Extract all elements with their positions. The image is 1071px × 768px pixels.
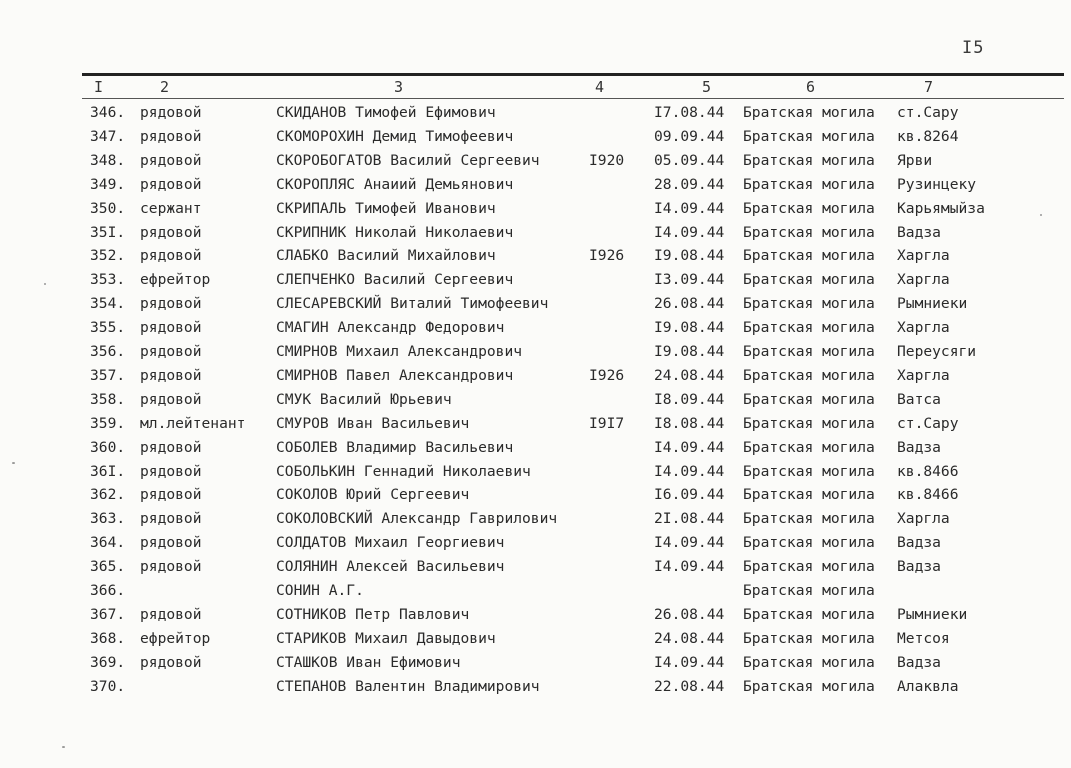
row-rank: рядовой [140,319,202,336]
table-row [0,439,1071,461]
row-burial-type: Братская могила [743,486,875,503]
row-name: СОЛЯНИН Алексей Васильевич [276,558,505,575]
row-burial-place: Харгла [897,247,950,264]
row-burial-place: кв.8264 [897,128,959,145]
row-number: 356. [90,343,126,360]
row-burial-type: Братская могила [743,224,875,241]
row-rank: ефрейтор [140,271,211,288]
row-burial-type: Братская могила [743,654,875,671]
row-death-date: I4.09.44 [654,224,725,241]
row-burial-type: Братская могила [743,128,875,145]
header-col-1: I [94,78,104,96]
row-name: СОБОЛЕВ Владимир Васильевич [276,439,514,456]
row-burial-type: Братская могила [743,510,875,527]
row-birth-year: I920 [589,152,625,169]
row-death-date: I9.08.44 [654,247,725,264]
row-burial-place: Рымниеки [897,606,968,623]
row-number: 366. [90,582,126,599]
row-death-date: 09.09.44 [654,128,725,145]
row-burial-type: Братская могила [743,582,875,599]
table-row [0,391,1071,413]
table-row [0,271,1071,293]
row-birth-year: I926 [589,367,625,384]
row-burial-place: ст.Сару [897,415,959,432]
row-burial-type: Братская могила [743,271,875,288]
row-rank: рядовой [140,391,202,408]
row-death-date: I4.09.44 [654,654,725,671]
row-rank: рядовой [140,606,202,623]
row-rank: рядовой [140,247,202,264]
row-burial-type: Братская могила [743,200,875,217]
header-col-4: 4 [595,78,605,96]
row-death-date: I4.09.44 [654,463,725,480]
row-death-date: I9.08.44 [654,343,725,360]
row-name: СКОМОРОХИН Демид Тимофеевич [276,128,514,145]
row-burial-type: Братская могила [743,319,875,336]
row-burial-type: Братская могила [743,391,875,408]
row-number: 352. [90,247,126,264]
row-birth-year: I9I7 [589,415,625,432]
row-name: СМУРОВ Иван Васильевич [276,415,470,432]
paper-speck [12,462,15,464]
table-row [0,128,1071,150]
table-row [0,200,1071,222]
table-row [0,319,1071,341]
row-name: СОКОЛОВСКИЙ Александр Гаврилович [276,510,558,527]
row-number: 363. [90,510,126,527]
row-burial-place: Рузинцеку [897,176,977,193]
row-death-date: 28.09.44 [654,176,725,193]
row-name: СОНИН А.Г. [276,582,364,599]
table-row [0,654,1071,676]
row-number: 370. [90,678,126,695]
row-name: СКРИПАЛЬ Тимофей Иванович [276,200,496,217]
row-name: СОЛДАТОВ Михаил Георгиевич [276,534,505,551]
paper-speck [62,746,65,748]
row-death-date: I4.09.44 [654,439,725,456]
table-row [0,295,1071,317]
row-name: СТАШКОВ Иван Ефимович [276,654,461,671]
row-number: 364. [90,534,126,551]
row-rank: рядовой [140,439,202,456]
row-name: СЛЕПЧЕНКО Василий Сергеевич [276,271,514,288]
row-death-date: 24.08.44 [654,630,725,647]
row-name: СЛАБКО Василий Михайлович [276,247,496,264]
paper-speck [44,283,46,285]
row-rank: рядовой [140,367,202,384]
table-row [0,343,1071,365]
row-number: 362. [90,486,126,503]
table-header [0,76,1071,98]
row-name: СОБОЛЬКИН Геннадий Николаевич [276,463,531,480]
table-row [0,104,1071,126]
row-name: СТЕПАНОВ Валентин Владимирович [276,678,540,695]
table-row [0,415,1071,437]
row-rank: рядовой [140,343,202,360]
row-burial-type: Братская могила [743,630,875,647]
row-rank: рядовой [140,534,202,551]
row-burial-type: Братская могила [743,152,875,169]
row-birth-year: I926 [589,247,625,264]
row-rank: рядовой [140,104,202,121]
table-row [0,224,1071,246]
row-rank: рядовой [140,654,202,671]
row-death-date: I4.09.44 [654,200,725,217]
row-burial-place: Харгла [897,510,950,527]
row-rank: мл.лейтенант [140,415,246,432]
row-name: СТАРИКОВ Михаил Давыдович [276,630,496,647]
row-rank: рядовой [140,463,202,480]
row-burial-place: Харгла [897,319,950,336]
header-col-3: 3 [394,78,404,96]
row-name: СОКОЛОВ Юрий Сергеевич [276,486,470,503]
row-burial-type: Братская могила [743,295,875,312]
table-row [0,176,1071,198]
row-number: 368. [90,630,126,647]
row-death-date: I8.08.44 [654,415,725,432]
row-burial-place: Вадза [897,654,941,671]
header-col-6: 6 [806,78,816,96]
row-number: 353. [90,271,126,288]
row-number: 369. [90,654,126,671]
header-col-7: 7 [924,78,934,96]
row-burial-type: Братская могила [743,104,875,121]
header-bottom-rule [82,98,1064,99]
row-burial-place: Вадза [897,558,941,575]
table-row [0,606,1071,628]
row-burial-place: Рымниеки [897,295,968,312]
row-death-date: 26.08.44 [654,295,725,312]
row-death-date: 24.08.44 [654,367,725,384]
row-burial-place: Переусяги [897,343,977,360]
row-burial-type: Братская могила [743,439,875,456]
row-burial-type: Братская могила [743,558,875,575]
row-rank: рядовой [140,486,202,503]
row-number: 357. [90,367,126,384]
row-burial-place: Вадза [897,224,941,241]
row-burial-type: Братская могила [743,463,875,480]
row-number: 359. [90,415,126,432]
row-death-date: 2I.08.44 [654,510,725,527]
table-row [0,630,1071,652]
row-burial-place: Харгла [897,367,950,384]
row-burial-place: Вадза [897,534,941,551]
row-death-date: I3.09.44 [654,271,725,288]
row-name: СКОРОБОГАТОВ Василий Сергеевич [276,152,540,169]
table-row [0,463,1071,485]
row-burial-place: Ярви [897,152,933,169]
row-number: 36I. [90,463,126,480]
row-death-date: 22.08.44 [654,678,725,695]
row-rank: рядовой [140,128,202,145]
row-rank: рядовой [140,510,202,527]
row-burial-type: Братская могила [743,534,875,551]
row-number: 358. [90,391,126,408]
table-row [0,558,1071,580]
row-death-date: 26.08.44 [654,606,725,623]
table-row [0,678,1071,700]
row-number: 347. [90,128,126,145]
row-rank: рядовой [140,224,202,241]
row-rank: ефрейтор [140,630,211,647]
row-rank: рядовой [140,152,202,169]
table-row [0,582,1071,604]
row-number: 355. [90,319,126,336]
row-burial-type: Братская могила [743,678,875,695]
table-row [0,510,1071,532]
row-burial-place: Вадза [897,439,941,456]
row-number: 360. [90,439,126,456]
row-number: 346. [90,104,126,121]
row-name: СМУК Василий Юрьевич [276,391,452,408]
row-number: 354. [90,295,126,312]
row-name: СЛЕСАРЕВСКИЙ Виталий Тимофеевич [276,295,549,312]
row-burial-place: кв.8466 [897,463,959,480]
table-row [0,152,1071,174]
row-name: СМИРНОВ Павел Александрович [276,367,514,384]
row-death-date: I4.09.44 [654,558,725,575]
row-number: 365. [90,558,126,575]
row-death-date: I7.08.44 [654,104,725,121]
table-row [0,247,1071,269]
row-number: 348. [90,152,126,169]
row-burial-type: Братская могила [743,415,875,432]
row-burial-place: кв.8466 [897,486,959,503]
row-rank: рядовой [140,295,202,312]
row-number: 349. [90,176,126,193]
row-burial-place: ст.Сару [897,104,959,121]
row-burial-type: Братская могила [743,606,875,623]
row-burial-place: Алаквла [897,678,959,695]
row-burial-place: Ватса [897,391,941,408]
row-number: 367. [90,606,126,623]
row-burial-type: Братская могила [743,247,875,264]
row-death-date: 05.09.44 [654,152,725,169]
header-col-2: 2 [160,78,170,96]
row-burial-type: Братская могила [743,343,875,360]
row-number: 350. [90,200,126,217]
paper-speck [1040,214,1042,216]
row-number: 35I. [90,224,126,241]
row-burial-place: Метсоя [897,630,950,647]
row-burial-place: Харгла [897,271,950,288]
page-number: I5 [962,38,985,58]
row-name: СМИРНОВ Михаил Александрович [276,343,523,360]
row-death-date: I9.08.44 [654,319,725,336]
table-row [0,534,1071,556]
row-name: СМАГИН Александр Федорович [276,319,505,336]
row-name: СКОРОПЛЯС Анаиий Демьянович [276,176,514,193]
header-col-5: 5 [702,78,712,96]
row-death-date: I4.09.44 [654,534,725,551]
row-rank: рядовой [140,176,202,193]
table-row [0,367,1071,389]
row-rank: сержант [140,200,202,217]
row-name: СОТНИКОВ Петр Павлович [276,606,470,623]
row-rank: рядовой [140,558,202,575]
row-burial-place: Карьямыйза [897,200,985,217]
table-row [0,486,1071,508]
row-death-date: I8.09.44 [654,391,725,408]
row-burial-type: Братская могила [743,176,875,193]
row-burial-type: Братская могила [743,367,875,384]
row-name: СКИДАНОВ Тимофей Ефимович [276,104,496,121]
row-death-date: I6.09.44 [654,486,725,503]
row-name: СКРИПНИК Николай Николаевич [276,224,514,241]
